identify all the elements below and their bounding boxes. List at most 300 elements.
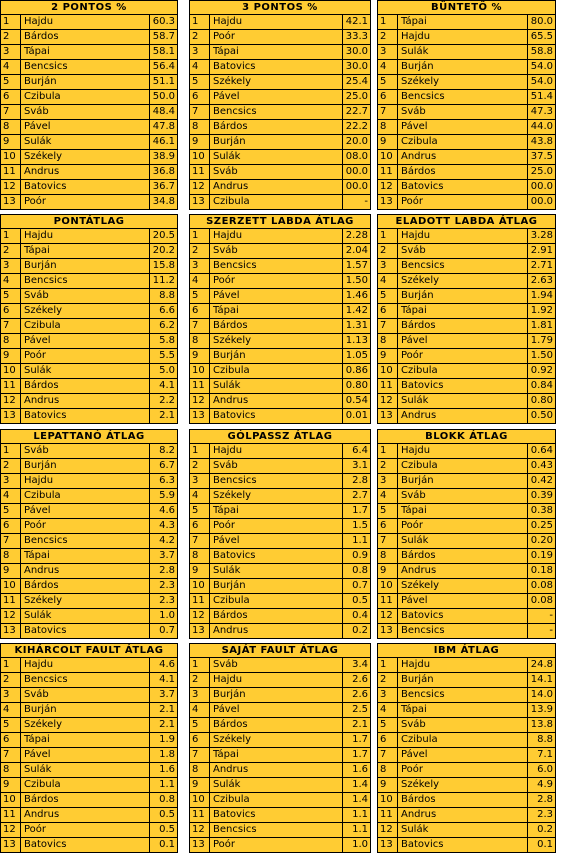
stat-value-cell: 1.46 — [342, 289, 370, 303]
table-row — [378, 688, 555, 703]
player-name-cell: Bárdos — [401, 794, 436, 805]
rank-cell: 11 — [378, 379, 398, 393]
table-row — [378, 229, 555, 244]
stat-value-cell: 58.8 — [527, 45, 555, 59]
table-row — [378, 165, 555, 180]
stat-value-cell: - — [527, 624, 555, 638]
rank-cell: 1 — [378, 444, 398, 458]
stat-value-cell: 14.0 — [527, 688, 555, 702]
player-name-cell: Andrus — [213, 395, 249, 406]
stat-value-cell: 6.0 — [527, 763, 555, 777]
table-row — [1, 409, 177, 423]
rank-cell: 4 — [190, 274, 210, 288]
player-name-cell: Bencsics — [213, 475, 257, 486]
player-name-cell: Sváb — [213, 166, 238, 177]
player-name-cell: Pável — [213, 535, 240, 546]
player-name-cell: Bencsics — [213, 824, 257, 835]
stats-table — [377, 429, 556, 639]
table-row — [190, 135, 370, 150]
table-row — [1, 180, 177, 195]
player-name-cell: Hajdu — [24, 16, 54, 27]
rank-cell: 2 — [1, 30, 21, 44]
stat-value-cell: 58.1 — [149, 45, 177, 59]
stat-value-cell: 1.42 — [342, 304, 370, 318]
table-row — [378, 180, 555, 195]
stat-value-cell: 2.5 — [342, 703, 370, 717]
player-name-cell: Poór — [401, 764, 424, 775]
player-name-cell: Sulák — [24, 136, 52, 147]
rank-cell: 11 — [378, 808, 398, 822]
player-name-cell: Andrus — [213, 181, 249, 192]
rank-cell: 12 — [1, 823, 21, 837]
player-name-cell: Andrus — [401, 410, 437, 421]
table-row — [378, 150, 555, 165]
stat-value-cell: 2.91 — [527, 244, 555, 258]
player-name-cell: Székely — [401, 779, 440, 790]
stats-table — [0, 214, 178, 424]
player-name-cell: Burján — [401, 290, 434, 301]
player-name-cell: Bárdos — [213, 719, 248, 730]
stat-value-cell: 1.1 — [342, 808, 370, 822]
table-row — [378, 609, 555, 624]
stat-value-cell: 2.63 — [527, 274, 555, 288]
table-row — [190, 748, 370, 763]
stat-value-cell: 11.2 — [149, 274, 177, 288]
stat-value-cell: 2.8 — [342, 474, 370, 488]
stat-value-cell: 1.1 — [342, 534, 370, 548]
rank-cell: 10 — [378, 793, 398, 807]
rank-cell: 3 — [378, 259, 398, 273]
stat-value-cell: 2.1 — [342, 718, 370, 732]
player-name-cell: Sulák — [401, 46, 429, 57]
stat-value-cell: 1.6 — [342, 763, 370, 777]
stat-value-cell: 0.9 — [342, 549, 370, 563]
rank-cell: 3 — [190, 259, 210, 273]
player-name-cell: Andrus — [24, 809, 60, 820]
table-row — [190, 60, 370, 75]
rank-cell: 5 — [378, 75, 398, 89]
stat-value-cell: 0.01 — [342, 409, 370, 423]
stat-value-cell: 4.1 — [149, 673, 177, 687]
player-name-cell: Tápai — [24, 550, 50, 561]
player-name-cell: Székely — [213, 76, 252, 87]
table-row — [1, 688, 177, 703]
stat-value-cell: 8.8 — [527, 733, 555, 747]
table-row — [378, 274, 555, 289]
player-name-cell: Bárdos — [24, 794, 59, 805]
stat-value-cell: 0.2 — [527, 823, 555, 837]
rank-cell: 4 — [378, 60, 398, 74]
stat-value-cell: 50.0 — [149, 90, 177, 104]
rank-cell: 2 — [378, 673, 398, 687]
table-row — [1, 244, 177, 259]
stat-value-cell: 47.3 — [527, 105, 555, 119]
player-name-cell: Batovics — [401, 181, 444, 192]
rank-cell: 13 — [1, 838, 21, 852]
rank-cell: 8 — [1, 334, 21, 348]
rank-cell: 9 — [378, 349, 398, 363]
stat-value-cell: 2.6 — [342, 688, 370, 702]
rank-cell: 11 — [190, 808, 210, 822]
player-name-cell: Székely — [401, 76, 440, 87]
stats-table — [189, 0, 371, 210]
stat-value-cell: 14.1 — [527, 673, 555, 687]
table-row — [190, 150, 370, 165]
player-name-cell: Poór — [401, 520, 424, 531]
rank-cell: 6 — [1, 304, 21, 318]
rank-cell: 5 — [1, 289, 21, 303]
table-row — [378, 244, 555, 259]
stat-value-cell: 46.1 — [149, 135, 177, 149]
stat-value-cell: 4.6 — [149, 658, 177, 672]
table-row — [190, 304, 370, 319]
stat-value-cell: 13.8 — [527, 718, 555, 732]
table-row — [1, 763, 177, 778]
player-name-cell: Bárdos — [24, 380, 59, 391]
stat-value-cell: 6.2 — [149, 319, 177, 333]
stat-value-cell: 33.3 — [342, 30, 370, 44]
stat-value-cell: 0.20 — [527, 534, 555, 548]
stats-table — [377, 214, 556, 424]
player-name-cell: Székely — [24, 719, 63, 730]
rank-cell: 4 — [378, 703, 398, 717]
stat-value-cell: 1.50 — [342, 274, 370, 288]
rank-cell: 5 — [378, 504, 398, 518]
player-name-cell: Tápai — [213, 505, 239, 516]
stat-value-cell: 0.64 — [527, 444, 555, 458]
rank-cell: 3 — [190, 474, 210, 488]
stat-value-cell: 60.3 — [149, 15, 177, 29]
table-row — [190, 90, 370, 105]
rank-cell: 5 — [190, 75, 210, 89]
player-name-cell: Bárdos — [213, 320, 248, 331]
rank-cell: 8 — [1, 549, 21, 563]
rank-cell: 10 — [1, 793, 21, 807]
table-row — [378, 105, 555, 120]
stat-value-cell: 0.39 — [527, 489, 555, 503]
player-name-cell: Bárdos — [401, 550, 436, 561]
table-title: KIHÁRCOLT FAULT ÁTLAG — [1, 644, 177, 658]
table-row — [190, 180, 370, 195]
table-row — [190, 838, 370, 852]
player-name-cell: Sulák — [213, 151, 241, 162]
player-name-cell: Székely — [24, 305, 63, 316]
rank-cell: 11 — [1, 165, 21, 179]
stat-value-cell: 3.7 — [149, 549, 177, 563]
rank-cell: 9 — [190, 778, 210, 792]
rank-cell: 7 — [190, 748, 210, 762]
table-row — [378, 304, 555, 319]
table-row — [1, 733, 177, 748]
rank-cell: 9 — [378, 778, 398, 792]
table-row — [378, 319, 555, 334]
rank-cell: 4 — [190, 60, 210, 74]
table-row — [1, 594, 177, 609]
stat-value-cell: 20.0 — [342, 135, 370, 149]
rank-cell: 6 — [378, 519, 398, 533]
rank-cell: 1 — [1, 15, 21, 29]
player-name-cell: Sváb — [401, 245, 426, 256]
player-name-cell: Bárdos — [24, 580, 59, 591]
rank-cell: 6 — [378, 90, 398, 104]
rank-cell: 7 — [190, 319, 210, 333]
table-row — [378, 364, 555, 379]
table-row — [1, 474, 177, 489]
stat-value-cell: - — [527, 609, 555, 623]
player-name-cell: Batovics — [401, 839, 444, 850]
stat-value-cell: 25.0 — [527, 165, 555, 179]
stat-value-cell: 2.1 — [149, 409, 177, 423]
rank-cell: 9 — [190, 349, 210, 363]
rank-cell: 7 — [1, 105, 21, 119]
stat-value-cell: 6.7 — [149, 459, 177, 473]
table-row — [378, 75, 555, 90]
player-name-cell: Burján — [24, 460, 57, 471]
rank-cell: 6 — [1, 90, 21, 104]
stat-value-cell: 00.0 — [527, 180, 555, 194]
rank-cell: 12 — [378, 394, 398, 408]
table-row — [378, 195, 555, 209]
table-row — [1, 549, 177, 564]
table-title: IBM ÁTLAG — [378, 644, 555, 658]
rank-cell: 3 — [378, 474, 398, 488]
table-row — [190, 444, 370, 459]
stat-value-cell: 51.4 — [527, 90, 555, 104]
table-row — [1, 579, 177, 594]
player-name-cell: Bencsics — [24, 535, 68, 546]
player-name-cell: Sulák — [24, 365, 52, 376]
stat-value-cell: 1.94 — [527, 289, 555, 303]
table-title: 3 PONTOS % — [190, 1, 370, 15]
stat-value-cell: 1.5 — [342, 519, 370, 533]
stat-value-cell: 1.79 — [527, 334, 555, 348]
table-row — [378, 519, 555, 534]
stat-value-cell: 1.8 — [149, 748, 177, 762]
stat-value-cell: 0.86 — [342, 364, 370, 378]
player-name-cell: Bencsics — [401, 625, 445, 636]
rank-cell: 7 — [190, 534, 210, 548]
player-name-cell: Batovics — [213, 809, 256, 820]
rank-cell: 7 — [378, 319, 398, 333]
stat-value-cell: 08.0 — [342, 150, 370, 164]
player-name-cell: Czibula — [213, 196, 250, 207]
table-row — [1, 808, 177, 823]
rank-cell: 3 — [378, 45, 398, 59]
player-name-cell: Czibula — [24, 91, 61, 102]
player-name-cell: Andrus — [24, 166, 60, 177]
player-name-cell: Burján — [213, 580, 246, 591]
stat-value-cell: 0.1 — [527, 838, 555, 852]
stat-value-cell: 0.8 — [149, 793, 177, 807]
stat-value-cell: 44.0 — [527, 120, 555, 134]
rank-cell: 4 — [1, 274, 21, 288]
table-row — [190, 459, 370, 474]
stat-value-cell: 0.54 — [342, 394, 370, 408]
player-name-cell: Bencsics — [213, 260, 257, 271]
rank-cell: 10 — [1, 364, 21, 378]
player-name-cell: Tápai — [24, 734, 50, 745]
table-row — [190, 229, 370, 244]
player-name-cell: Tápai — [213, 749, 239, 760]
player-name-cell: Burján — [213, 136, 246, 147]
stat-value-cell: 2.7 — [342, 489, 370, 503]
table-row — [190, 165, 370, 180]
stat-value-cell: 6.6 — [149, 304, 177, 318]
rank-cell: 10 — [190, 579, 210, 593]
table-row — [378, 394, 555, 409]
table-row — [378, 838, 555, 852]
player-name-cell: Czibula — [401, 460, 438, 471]
player-name-cell: Hajdu — [401, 659, 431, 670]
rank-cell: 1 — [190, 444, 210, 458]
stat-value-cell: 1.0 — [149, 609, 177, 623]
table-row — [190, 703, 370, 718]
table-row — [190, 379, 370, 394]
table-row — [378, 60, 555, 75]
rank-cell: 11 — [190, 594, 210, 608]
rank-cell: 4 — [190, 489, 210, 503]
player-name-cell: Székely — [213, 335, 252, 346]
table-row — [1, 105, 177, 120]
player-name-cell: Andrus — [401, 809, 437, 820]
player-name-cell: Tápai — [401, 16, 427, 27]
rank-cell: 1 — [378, 658, 398, 672]
stat-value-cell: 25.4 — [342, 75, 370, 89]
player-name-cell: Bárdos — [213, 610, 248, 621]
player-name-cell: Székely — [213, 734, 252, 745]
player-name-cell: Sulák — [24, 764, 52, 775]
player-name-cell: Pável — [24, 749, 51, 760]
table-row — [378, 579, 555, 594]
rank-cell: 12 — [190, 180, 210, 194]
stat-value-cell: 0.84 — [527, 379, 555, 393]
table-row — [190, 244, 370, 259]
table-row — [190, 609, 370, 624]
table-row — [1, 229, 177, 244]
stat-value-cell: 1.7 — [342, 504, 370, 518]
rank-cell: 13 — [190, 624, 210, 638]
table-row — [1, 334, 177, 349]
player-name-cell: Pável — [401, 749, 428, 760]
player-name-cell: Tápai — [401, 704, 427, 715]
player-name-cell: Pável — [24, 121, 51, 132]
stat-value-cell: 24.8 — [527, 658, 555, 672]
table-row — [190, 763, 370, 778]
stat-value-cell: 1.1 — [149, 778, 177, 792]
table-row — [1, 504, 177, 519]
table-row — [190, 274, 370, 289]
player-name-cell: Tápai — [213, 305, 239, 316]
player-name-cell: Pável — [401, 595, 428, 606]
rank-cell: 9 — [378, 564, 398, 578]
table-row — [190, 409, 370, 423]
rank-cell: 1 — [378, 229, 398, 243]
stat-value-cell: 5.9 — [149, 489, 177, 503]
player-name-cell: Bencsics — [401, 91, 445, 102]
table-row — [190, 549, 370, 564]
rank-cell: 12 — [190, 823, 210, 837]
player-name-cell: Hajdu — [213, 16, 243, 27]
table-row — [1, 748, 177, 763]
table-row — [378, 444, 555, 459]
stat-value-cell: 48.4 — [149, 105, 177, 119]
stat-value-cell: 2.04 — [342, 244, 370, 258]
player-name-cell: Czibula — [24, 490, 61, 501]
player-name-cell: Burján — [401, 475, 434, 486]
stat-value-cell: 2.1 — [149, 703, 177, 717]
stats-table — [189, 214, 371, 424]
stat-value-cell: 34.8 — [149, 195, 177, 209]
stats-table — [0, 0, 178, 210]
player-name-cell: Székely — [401, 580, 440, 591]
table-row — [378, 624, 555, 638]
table-row — [378, 120, 555, 135]
rank-cell: 12 — [1, 394, 21, 408]
player-name-cell: Batovics — [401, 610, 444, 621]
table-row — [1, 778, 177, 793]
stats-table — [0, 643, 178, 853]
rank-cell: 6 — [378, 304, 398, 318]
rank-cell: 8 — [378, 120, 398, 134]
rank-cell: 5 — [1, 718, 21, 732]
player-name-cell: Pável — [24, 335, 51, 346]
table-row — [378, 349, 555, 364]
rank-cell: 9 — [1, 135, 21, 149]
player-name-cell: Poór — [24, 196, 47, 207]
rank-cell: 10 — [1, 150, 21, 164]
rank-cell: 13 — [190, 409, 210, 423]
stat-value-cell: 56.4 — [149, 60, 177, 74]
stat-value-cell: 1.4 — [342, 793, 370, 807]
player-name-cell: Sváb — [213, 245, 238, 256]
rank-cell: 10 — [378, 364, 398, 378]
rank-cell: 10 — [190, 150, 210, 164]
player-name-cell: Poór — [213, 275, 236, 286]
player-name-cell: Pável — [213, 704, 240, 715]
player-name-cell: Andrus — [24, 565, 60, 576]
stat-value-cell: 51.1 — [149, 75, 177, 89]
player-name-cell: Hajdu — [401, 445, 431, 456]
table-row — [378, 504, 555, 519]
stat-value-cell: 2.3 — [149, 579, 177, 593]
player-name-cell: Andrus — [401, 565, 437, 576]
table-row — [1, 195, 177, 209]
player-name-cell: Hajdu — [24, 475, 54, 486]
player-name-cell: Sulák — [213, 779, 241, 790]
rank-cell: 3 — [1, 474, 21, 488]
rank-cell: 12 — [1, 609, 21, 623]
table-row — [190, 105, 370, 120]
table-row — [378, 673, 555, 688]
rank-cell: 6 — [1, 519, 21, 533]
player-name-cell: Burján — [213, 350, 246, 361]
stat-value-cell: 36.7 — [149, 180, 177, 194]
table-row — [1, 394, 177, 409]
table-row — [1, 45, 177, 60]
player-name-cell: Bárdos — [213, 121, 248, 132]
rank-cell: 4 — [1, 489, 21, 503]
table-row — [1, 289, 177, 304]
player-name-cell: Czibula — [24, 779, 61, 790]
stat-value-cell: 0.5 — [342, 594, 370, 608]
player-name-cell: Sulák — [213, 565, 241, 576]
table-row — [378, 763, 555, 778]
player-name-cell: Hajdu — [24, 230, 54, 241]
table-row — [1, 75, 177, 90]
stat-value-cell: 2.28 — [342, 229, 370, 243]
rank-cell: 1 — [190, 229, 210, 243]
stats-table — [189, 643, 371, 853]
